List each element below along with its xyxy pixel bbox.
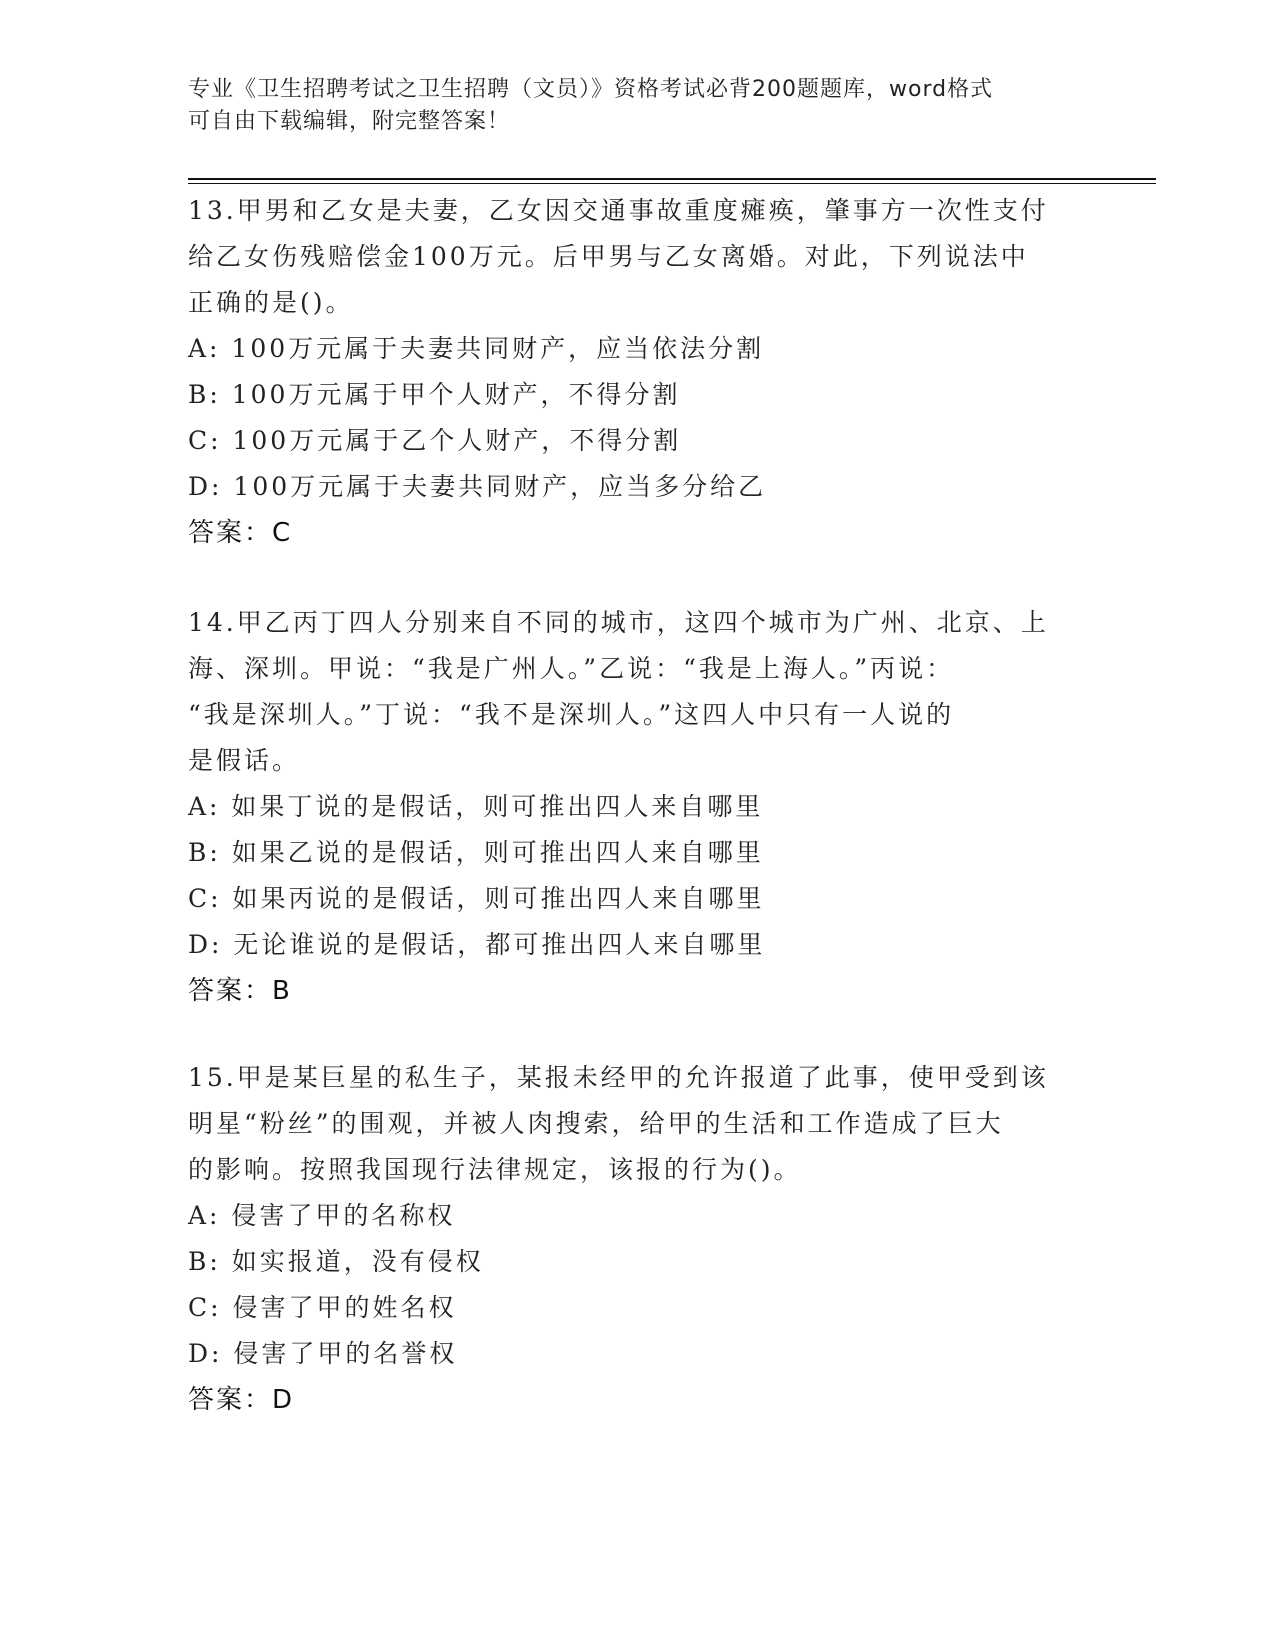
question-stem-line: 给乙女伤残赔偿金100万元。后甲男与乙女离婚。对此，下列说法中: [188, 242, 1029, 271]
option-b: B: 如果乙说的是假话，则可推出四人来自哪里: [188, 838, 764, 867]
option-c: C: 100万元属于乙个人财产，不得分割: [188, 426, 682, 455]
question-stem-line: 明星“粉丝”的围观，并被人肉搜索，给甲的生活和工作造成了巨大: [188, 1109, 1004, 1138]
question-stem-line: 的影响。按照我国现行法律规定，该报的行为()。: [188, 1155, 802, 1184]
option-c: C: 如果丙说的是假话，则可推出四人来自哪里: [188, 884, 765, 913]
header-line-1: 专业《卫生招聘考试之卫生招聘（文员）》资格考试必背200题题库，word格式: [188, 77, 994, 102]
header-divider-thin: [188, 183, 1156, 184]
question-stem-line: 正确的是()。: [188, 288, 354, 317]
option-c: C: 侵害了甲的姓名权: [188, 1293, 457, 1322]
option-b: B: 如实报道，没有侵权: [188, 1247, 484, 1276]
question-stem-line: 15.甲是某巨星的私生子，某报未经甲的允许报道了此事，使甲受到该: [188, 1063, 1049, 1092]
question-13: [188, 188, 1088, 556]
question-14: [188, 600, 1088, 1014]
question-15: [188, 1055, 1088, 1423]
header-line-2: 可自由下载编辑，附完整答案！: [188, 109, 511, 134]
answer-label: 答案：D: [188, 1385, 295, 1415]
question-stem-line: “我是深圳人。”丁说：“我不是深圳人。”这四人中只有一人说的: [188, 700, 955, 729]
option-b: B: 100万元属于甲个人财产，不得分割: [188, 380, 681, 409]
question-stem-line: 是假话。: [188, 746, 301, 775]
option-a: A: 侵害了甲的名称权: [188, 1201, 456, 1230]
question-stem-line: 13.甲男和乙女是夫妻，乙女因交通事故重度瘫痪，肇事方一次性支付: [188, 196, 1049, 225]
option-d: D: 100万元属于夫妻共同财产，应当多分给乙: [188, 472, 767, 501]
answer-label: 答案：B: [188, 976, 292, 1006]
option-d: D: 侵害了甲的名誉权: [188, 1339, 458, 1368]
document-header: [188, 74, 1088, 138]
option-a: A: 如果丁说的是假话，则可推出四人来自哪里: [188, 792, 764, 821]
header-divider-thick: [188, 178, 1156, 180]
option-d: D: 无论谁说的是假话，都可推出四人来自哪里: [188, 930, 766, 959]
question-stem-line: 海、深圳。甲说：“我是广州人。”乙说：“我是上海人。”丙说：: [188, 654, 955, 683]
option-a: A: 100万元属于夫妻共同财产，应当依法分割: [188, 334, 765, 363]
question-stem-line: 14.甲乙丙丁四人分别来自不同的城市，这四个城市为广州、北京、上: [188, 608, 1049, 637]
answer-label: 答案：C: [188, 518, 293, 548]
